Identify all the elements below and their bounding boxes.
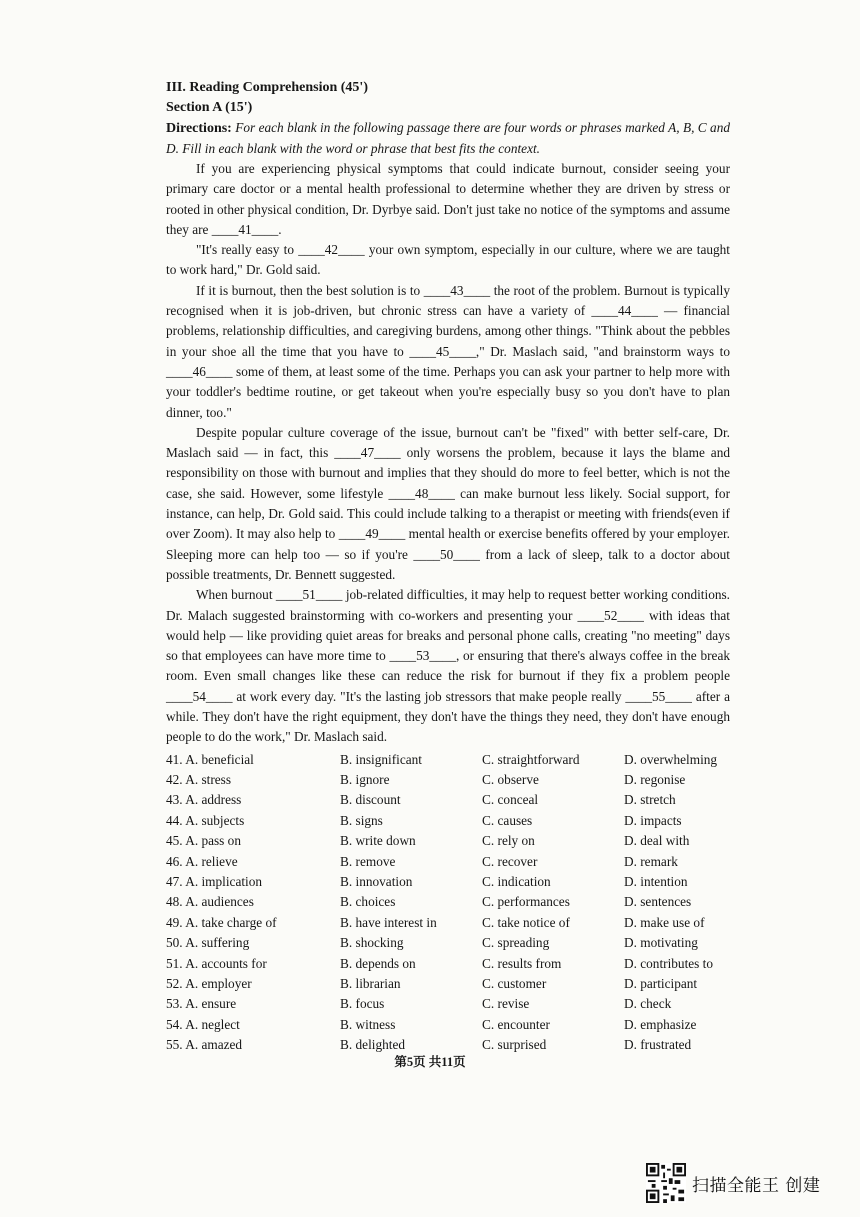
option-row	[166, 933, 730, 953]
passage-paragraph: "It's really easy to ____42____ your own symptom, especially in our culture, where we are taught to work hard," Dr. Gold said.	[166, 242, 730, 278]
option-a: 52. A. employer	[166, 976, 252, 992]
section-title: Section A (15')	[166, 100, 253, 115]
option-c: C. customer	[482, 976, 547, 992]
option-b: B. librarian	[340, 976, 401, 992]
option-a: 53. A. ensure	[166, 996, 237, 1012]
option-b: B. shocking	[340, 935, 404, 951]
option-b: B. depends on	[340, 955, 416, 971]
option-c: C. spreading	[482, 935, 550, 951]
option-row	[166, 994, 730, 1014]
option-b: B. discount	[340, 792, 401, 808]
option-d: D. contributes to	[624, 955, 714, 971]
option-b: B. ignore	[340, 772, 390, 788]
option-c: C. conceal	[482, 792, 539, 808]
option-row	[166, 872, 730, 892]
option-row	[166, 790, 730, 810]
directions-label: Directions:	[166, 121, 232, 136]
page-number: 第5页 共11页	[394, 1055, 466, 1069]
option-row	[166, 1015, 730, 1035]
passage-paragraph: If you are experiencing physical symptoms that could indicate burnout, consider seeing your primary care doctor or a mental health professional to determine whether they are driven by stress or rooted in other physical condition, Dr. Dyrbye said. Don't just take no notice of the symptoms and assume they are ____41____.	[166, 161, 730, 237]
option-row	[166, 852, 730, 872]
option-row	[166, 770, 730, 790]
option-c: C. performances	[482, 894, 570, 910]
option-d: D. make use of	[624, 914, 705, 930]
option-a: 43. A. address	[166, 792, 242, 808]
option-b: B. signs	[340, 812, 383, 828]
option-d: D. stretch	[624, 792, 676, 808]
option-a: 48. A. audiences	[166, 894, 254, 910]
option-b: B. delighted	[340, 1037, 405, 1053]
option-a: 45. A. pass on	[166, 833, 241, 849]
option-c: C. results from	[482, 955, 562, 971]
option-row	[166, 811, 730, 831]
option-row	[166, 913, 730, 933]
option-d: D. motivating	[624, 935, 698, 951]
qr-code-icon	[646, 1163, 686, 1203]
option-b: B. choices	[340, 894, 396, 910]
option-c: C. recover	[482, 853, 538, 869]
watermark-text: 扫描全能王 创建	[692, 1175, 821, 1196]
option-b: B. insignificant	[340, 751, 422, 767]
option-row	[166, 892, 730, 912]
option-b: B. have interest in	[340, 914, 437, 930]
option-a: 49. A. take charge of	[166, 914, 277, 930]
option-d: D. check	[624, 996, 672, 1012]
option-d: D. deal with	[624, 833, 690, 849]
option-a: 42. A. stress	[166, 772, 232, 788]
option-row	[166, 750, 730, 770]
option-d: D. regonise	[624, 772, 686, 788]
option-d: D. impacts	[624, 812, 682, 828]
passage-paragraph: Despite popular culture coverage of the issue, burnout can't be "fixed" with better self-care, Dr. Maslach said — in fact, this ____47____ only worsens the problem, because it lays the blame and responsibility on those with burnout and implies that they should do more to feel better, which is not the case, she said. However, some lifestyle ____48____ can make burnout less likely. Social support, for instance, can help, Dr. Gold said. This could include talking to a therapist or meeting with friends(even if over Zoom). It may also help to ____49____ mental health or exercise benefits offered by your employer. Sleeping more can help too — so if you're ____50____ from a lack of sleep, talk to a doctor about possible treatments, Dr. Bennett suggested.	[166, 424, 730, 582]
option-c: C. rely on	[482, 833, 535, 849]
answer-options	[166, 750, 730, 1056]
directions	[166, 118, 730, 159]
option-b: B. write down	[340, 833, 416, 849]
option-a: 51. A. accounts for	[166, 955, 267, 971]
passage-paragraph: When burnout ____51____ job-related difficulties, it may help to request better working conditions. Dr. Malach suggested brainstorming with co-workers and presenting your ____52____ with ideas that would help — like providing quiet areas for breaks and personal phone calls, creating "no meeting" days so that employees can have more time to ____53____, or ensuring that there's always coffee in the break room. Even small changes like these can reduce the risk for burnout if they fix a problem people ____54____ at work every day. "It's the lasting job stressors that make people really ____55____ after a while. They don't have the right equipment, they don't have the things they need, they don't have enough people to do the work," Dr. Maslach said.	[166, 587, 730, 745]
option-a: 46. A. relieve	[166, 853, 238, 869]
option-row	[166, 974, 730, 994]
option-d: D. intention	[624, 874, 688, 890]
option-row	[166, 831, 730, 851]
reading-section	[166, 78, 730, 1056]
passage-paragraph: If it is burnout, then the best solution is to ____43____ the root of the problem. Burnout is typically recognised when it is job-driven, but chronic stress can have a variety of ____44____ — financial problems, relationship difficulties, and caregiving burdens, among other things. "Think about the pebbles in your shoe all the time that you have to ____45____," Dr. Maslach said, "and brainstorm ways to ____46____ some of them, at least some of the time. Perhaps you can ask your partner to help more with your toddler's bedtime routine, or get takeout when you're especially busy so you don't have to plan dinner, too."	[166, 282, 730, 420]
option-a: 50. A. suffering	[166, 935, 250, 951]
option-c: C. straightforward	[482, 751, 580, 767]
option-b: B. innovation	[340, 874, 413, 890]
option-a: 44. A. subjects	[166, 812, 245, 828]
option-c: C. indication	[482, 874, 551, 890]
option-a: 41. A. beneficial	[166, 751, 254, 767]
option-a: 54. A. neglect	[166, 1016, 240, 1032]
option-a: 47. A. implication	[166, 874, 263, 890]
option-d: D. sentences	[624, 894, 692, 910]
option-d: D. remark	[624, 853, 678, 869]
option-c: C. causes	[482, 812, 533, 828]
option-c: C. observe	[482, 772, 539, 788]
option-b: B. witness	[340, 1016, 396, 1032]
option-a: 55. A. amazed	[166, 1037, 243, 1053]
option-c: C. take notice of	[482, 914, 570, 930]
option-c: C. encounter	[482, 1016, 550, 1032]
scanner-watermark	[646, 1163, 820, 1203]
part-title: III. Reading Comprehension (45')	[166, 80, 368, 95]
option-d: D. overwhelming	[624, 751, 718, 767]
option-c: C. surprised	[482, 1037, 547, 1053]
option-b: B. remove	[340, 853, 396, 869]
option-d: D. emphasize	[624, 1016, 697, 1032]
option-c: C. revise	[482, 996, 530, 1012]
option-row	[166, 954, 730, 974]
directions-text: For each blank in the following passage there are four words or phrases marked A, B, C and D. Fill in each blank with the word or phrase that best fits the context.	[166, 120, 731, 156]
option-b: B. focus	[340, 996, 385, 1012]
option-d: D. frustrated	[624, 1037, 692, 1053]
option-d: D. participant	[624, 976, 698, 992]
